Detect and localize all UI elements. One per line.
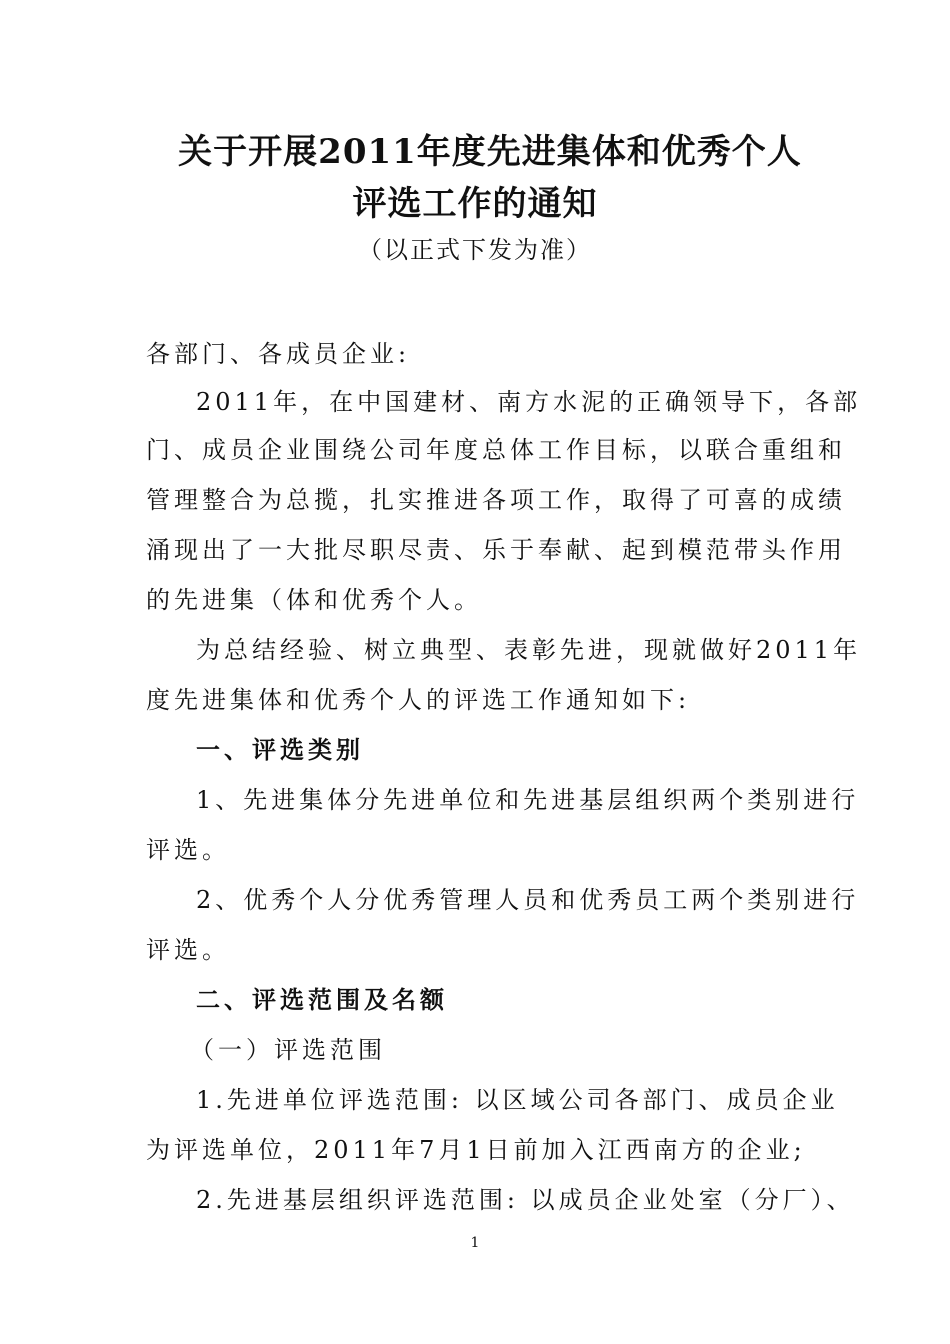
salutation: 各部门、各成员企业: <box>146 340 411 368</box>
category-2-line-1: 2、优秀个人分优秀管理人员和优秀员工两个类别进行 <box>196 886 860 914</box>
section-heading-scope: 二、评选范围及名额 <box>196 985 448 1014</box>
paragraph-2-line-2: 度先进集体和优秀个人的评选工作通知如下: <box>146 686 691 714</box>
document-title-line-1: 关于开展2011年度先进集体和优秀个人 <box>178 132 802 172</box>
scope-2-line-1: 2.先进基层组织评选范围: 以成员企业处室（分厂）、 <box>196 1186 855 1214</box>
paragraph-1-line-1: 2011年，在中国建材、南方水泥的正确领导下，各部 <box>196 388 862 416</box>
paragraph-1-line-2: 门、成员企业围绕公司年度总体工作目标，以联合重组和 <box>146 436 846 464</box>
paragraph-2-line-1: 为总结经验、树立典型、表彰先进，现就做好2011年 <box>196 636 862 664</box>
category-1-line-2: 评选。 <box>146 836 230 864</box>
subsection-heading-scope: （一）评选范围 <box>190 1036 386 1064</box>
paragraph-1-line-4: 涌现出了一大批尽职尽责、乐于奉献、起到模范带头作用 <box>146 536 846 564</box>
paragraph-1-line-3: 管理整合为总揽，扎实推进各项工作，取得了可喜的成绩 <box>146 486 846 514</box>
paragraph-1-line-5: 的先进集（体和优秀个人。 <box>146 586 482 614</box>
document-title-line-2: 评选工作的通知 <box>352 184 598 224</box>
section-heading-categories: 一、评选类别 <box>196 735 364 764</box>
document-subtitle: （以正式下发为准） <box>358 236 592 264</box>
page-number: 1 <box>470 1235 480 1251</box>
scope-1-line-2: 为评选单位，2011年7月1日前加入江西南方的企业; <box>146 1136 806 1164</box>
category-2-line-2: 评选。 <box>146 936 230 964</box>
scope-1-line-1: 1.先进单位评选范围: 以区域公司各部门、成员企业 <box>196 1086 839 1114</box>
category-1-line-1: 1、先进集体分先进单位和先进基层组织两个类别进行 <box>196 786 860 814</box>
